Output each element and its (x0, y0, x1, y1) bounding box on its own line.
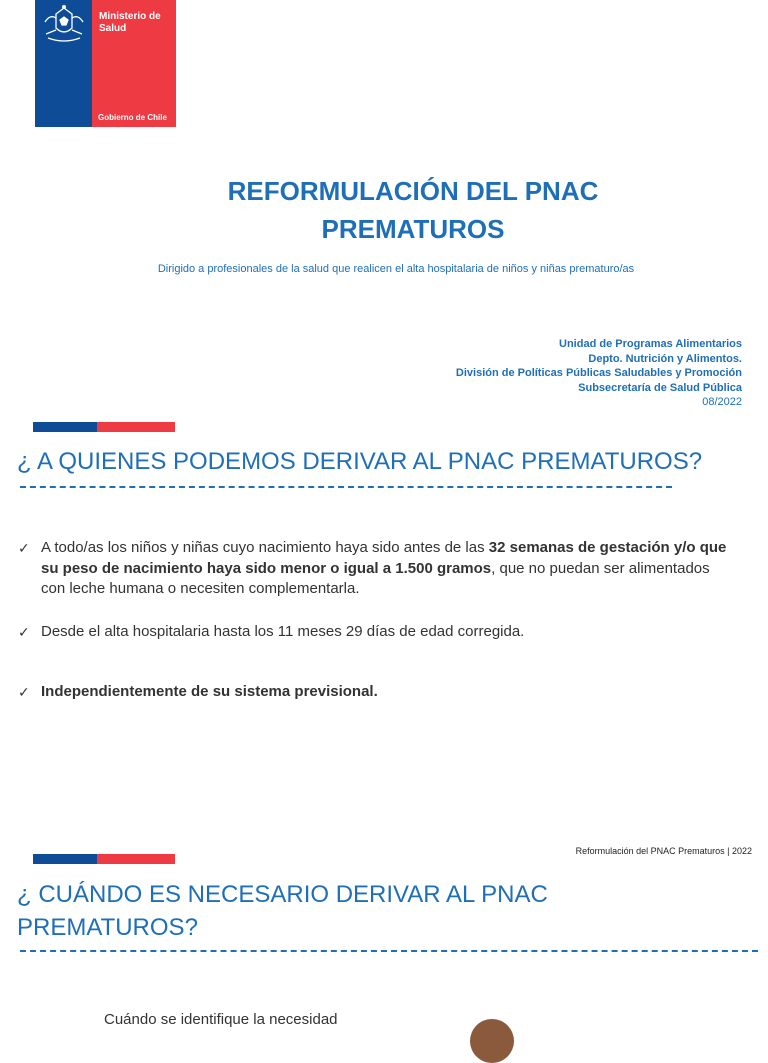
cover-credits (456, 337, 742, 410)
slide2-heading: ¿ A QUIENES PODEMOS DERIVAR AL PNAC PREMATUROS? (17, 448, 703, 475)
cover-title: REFORMULACIÓN DEL PNAC PREMATUROS (227, 176, 599, 244)
credit-line: División de Políticas Públicas Saludables y Promoción (455, 367, 742, 379)
cover-subtitle: Dirigido a profesionales de la salud que realicen el alta hospitalaria de niños y niñas prematuro/as (157, 263, 635, 275)
chile-coat-of-arms-icon (40, 4, 88, 44)
slide3-heading: ¿ CUÁNDO ES NECESARIO DERIVAR AL PNAC PREMATUROS? (17, 881, 548, 941)
logo-government-name: Gobierno de Chile (98, 113, 167, 122)
cover-date: 08/2022 (702, 396, 742, 408)
ministerio-salud-logo (35, 0, 176, 127)
illustration-image (470, 1019, 514, 1063)
checkmark-icon: ✓ (18, 684, 30, 700)
slide-color-bar (33, 422, 175, 432)
checkmark-icon: ✓ (18, 624, 30, 640)
slide-color-bar (33, 854, 175, 864)
logo-ministry-name: Ministerio de Salud (99, 11, 161, 34)
heading-dashed-underline (20, 486, 672, 488)
credit-line: Unidad de Programas Alimentarios (559, 338, 742, 350)
slide-footer: Reformulación del PNAC Prematuros | 2022 (575, 846, 752, 856)
slide3-body-text: Cuándo se identifique la necesidad (104, 1011, 338, 1028)
checkmark-icon: ✓ (18, 540, 30, 556)
credit-line: Depto. Nutrición y Alimentos. (588, 352, 742, 365)
credit-line: Subsecretaría de Salud Pública (578, 381, 742, 394)
heading-dashed-underline (20, 950, 758, 952)
logo-blue-block (35, 0, 92, 127)
